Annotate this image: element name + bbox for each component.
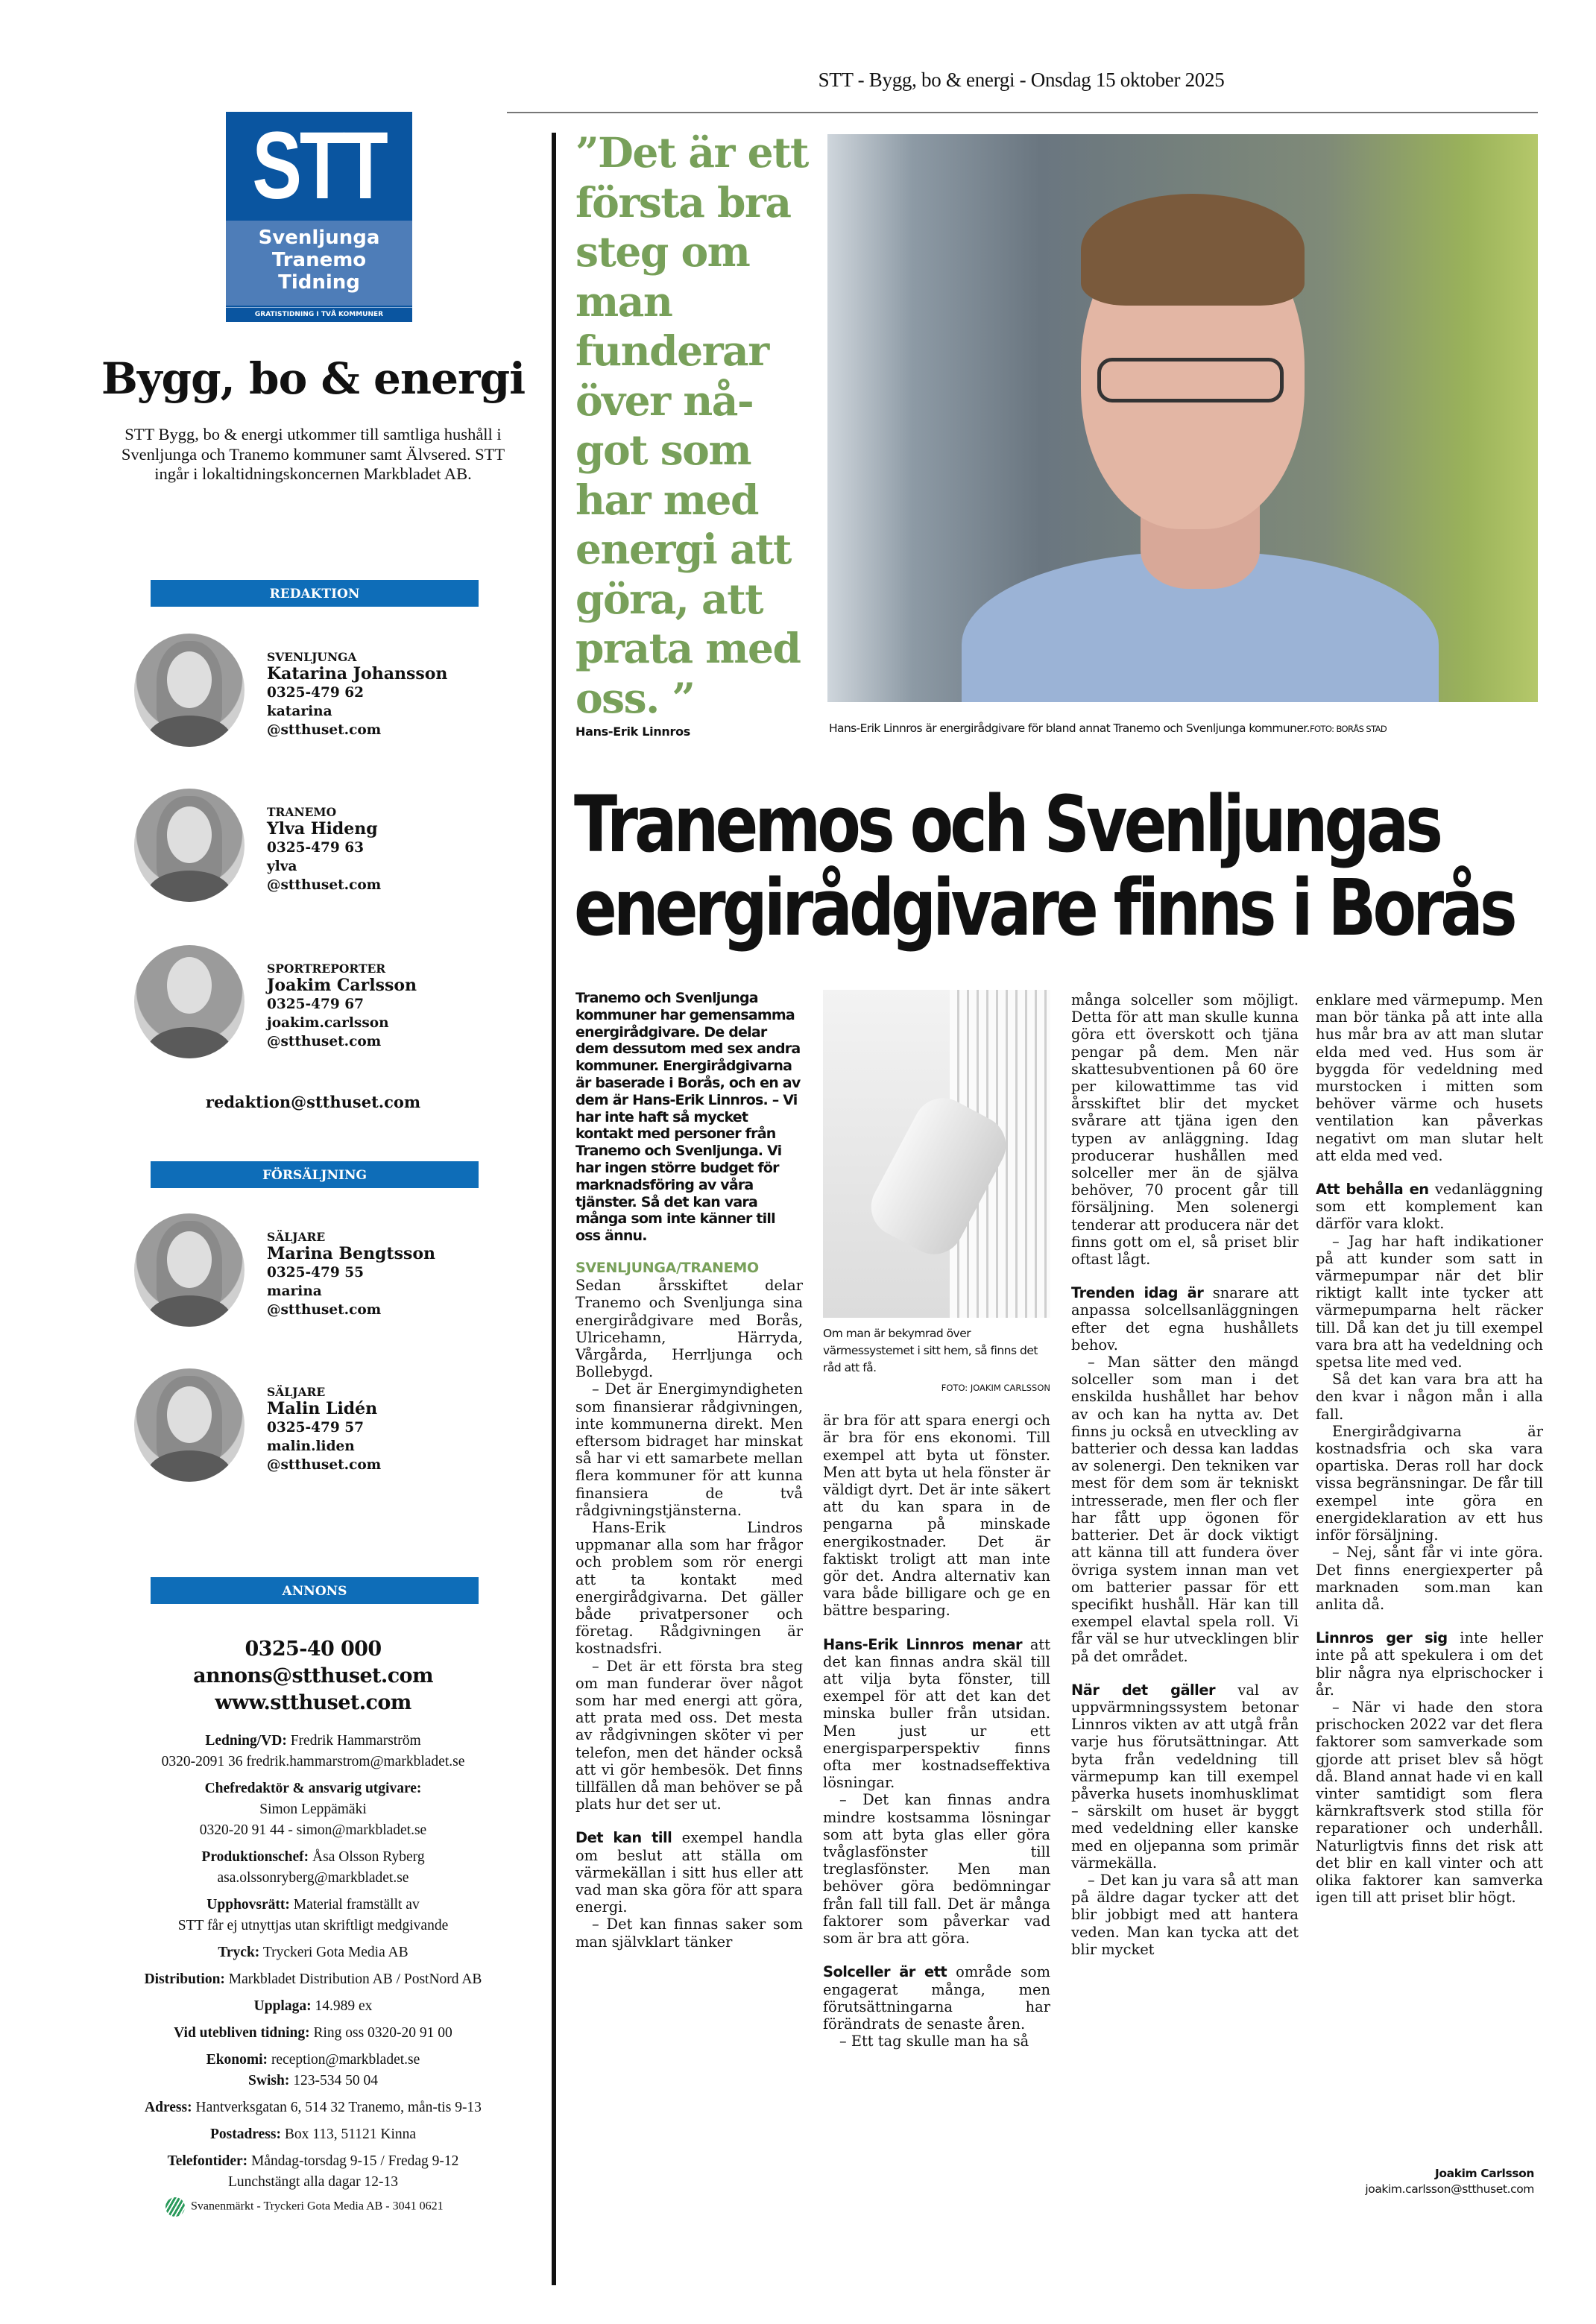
staff-name: Joakim Carlsson xyxy=(267,976,417,995)
paragraph: – Det är Energimyndigheten som finansierar rådgivningen, inte kommunerna direkt. Men eftersom bidraget har minskat så har vi ett samarbete mellan flera kommuner för att kunna finansiera de två rådgivningstjänsterna. xyxy=(575,1380,803,1519)
paragraph xyxy=(823,1636,1050,1792)
subhead-kicker: Hans-Erik Linnros menar xyxy=(823,1635,1023,1653)
paragraph xyxy=(575,1829,803,1916)
staff-phone[interactable]: 0325-479 55 xyxy=(267,1265,364,1281)
quote-attribution: Hans-Erik Linnros xyxy=(575,724,691,739)
imprint-label: Tryck: xyxy=(218,1945,260,1960)
staff-phone[interactable]: 0325-479 67 xyxy=(267,997,364,1012)
staff-role: TRANEMO xyxy=(267,805,337,819)
paragraph xyxy=(1071,1682,1299,1872)
byline-email[interactable]: joakim.carlsson@stthuset.com xyxy=(1365,2182,1534,2196)
staff-role: SPORTREPORTER xyxy=(267,962,386,976)
imprint-value: Ring oss 0320-20 91 00 xyxy=(313,2025,452,2041)
imprint-value: Hantverksgatan 6, 514 32 Tranemo, mån-tis 9-13 xyxy=(195,2100,482,2115)
imprint-label: Postadress: xyxy=(209,2126,281,2142)
imprint-value: Måndag-torsdag 9-15 / Fredag 9-12 xyxy=(251,2153,459,2169)
staff-email-domain[interactable]: @stthuset.com xyxy=(267,1457,382,1473)
header-rule xyxy=(507,112,1538,113)
staff-email-domain[interactable]: @stthuset.com xyxy=(267,722,382,738)
imprint-value: Markbladet Distribution AB / PostNord AB xyxy=(228,1971,482,1987)
imprint-value: 14.989 ex xyxy=(315,1998,373,2014)
article-column-4 xyxy=(1316,991,1543,1906)
hero-photo xyxy=(827,134,1538,702)
imprint-value: Lunchstängt alla dagar 12-13 xyxy=(228,2174,398,2190)
subhead-kicker: När det gäller xyxy=(1071,1681,1216,1699)
staff-name: Katarina Johansson xyxy=(267,664,448,683)
paragraph-text: att det kan finnas andra skäl till att vilja byta fönster, till exempel för att det kan det minska buller från utsidan. Men just ur ett energisparperspektiv finns ofta mer kostnadseffektiva lösningar. xyxy=(823,1635,1050,1792)
subhead-kicker: Trenden idag är xyxy=(1071,1284,1204,1302)
paragraph: – Ett tag skulle man ha så xyxy=(839,2033,1029,2050)
staff-email-domain[interactable]: @stthuset.com xyxy=(267,1034,382,1049)
paragraph-text: inte heller inte på att spekulera i om det blir några nya elprischocker i år. xyxy=(1316,1629,1543,1699)
imprint-label: Upplaga: xyxy=(253,1998,312,2014)
article-column-3 xyxy=(1071,991,1299,1958)
staff-name: Marina Bengtsson xyxy=(267,1244,436,1263)
ecolabel-text: Svanenmärkt - Tryckeri Gota Media AB - 3041 0621 xyxy=(191,2200,444,2213)
paragraph-text: snarare att anpassa solcellsanläggningen efter det egna hushållets behov. xyxy=(1071,1284,1299,1354)
imprint-value: 0320-2091 36 fredrik.hammarstrom@markbladet.se xyxy=(161,1754,465,1769)
annons-band: ANNONS xyxy=(151,1577,479,1604)
logo-name xyxy=(226,221,412,306)
paragraph-text: vedanläggning som ett komplement kan därför vara klokt. xyxy=(1316,1181,1543,1233)
imprint-value: Box 113, 51121 Kinna xyxy=(284,2126,417,2142)
logo-line: Svenljunga xyxy=(258,227,380,249)
paragraph: är bra för att spara energi och är bra för ens ekonomi. Till exempel att byta ut fönster. Men att byta ut hela fönster är väldigt dyrt. Det är inte säkert att du kan spara in de pengarna på minskade energikostnader. Det är faktiskt troligt att man inte gör det. Andra alternativ kan vara både billigare och ge en bättre besparing. xyxy=(823,1412,1050,1620)
radiator-photo xyxy=(823,990,1050,1318)
avatar xyxy=(134,945,245,1058)
staff-email-user[interactable]: malin.liden xyxy=(267,1439,355,1454)
staff-card xyxy=(119,634,507,753)
subhead-kicker: Linnros ger sig xyxy=(1316,1629,1448,1647)
staff-role: SÄLJARE xyxy=(267,1230,326,1244)
paragraph xyxy=(1071,1284,1299,1354)
paragraph-text: val av uppvärmningssystem betonar Linnros vikten av att utgå från varje hus förutsättningar. Att byta från vedeldning till värmepump kan till exempel påverka husets inomhusklimat – särskilt om huset är byggt med vedeldning eller kanske med en oljepanna som primär värmekälla. xyxy=(1071,1681,1299,1872)
hero-caption-text: Hans-Erik Linnros är energirådgivare för bland annat Tranemo och Svenljunga kommuner. xyxy=(829,721,1310,735)
paragraph: enklare med värmepump. Men man bör tänka på att inte alla hus mår bra av att man slutar elda med ved. Hus som är byggda för vedeldning med murstocken i mitten som behöver värme och husets ventilation kan påverkas negativt om man slutar helt att elda med ved. xyxy=(1316,991,1543,1164)
staff-name: Malin Lidén xyxy=(267,1399,378,1418)
imprint-label: Ekonomi: xyxy=(206,2052,268,2068)
subhead-kicker: Att behålla en xyxy=(1316,1181,1429,1199)
staff-role: SVENLJUNGA xyxy=(267,650,357,664)
staff-phone[interactable]: 0325-479 57 xyxy=(267,1420,364,1436)
subhead-kicker: Det kan till xyxy=(575,1829,672,1847)
avatar xyxy=(134,789,245,902)
paragraph: – Det kan finnas andra mindre kostsamma lösningar som att byta glas eller göra tvåglasfönster till treglasfönster. Men man behöver göra bedömningar från fall till fall. Det är många faktorer som påverkar vad som är bra att göra. xyxy=(823,1791,1050,1948)
headline-line: Tranemos och Svenljungas xyxy=(574,779,1440,870)
swan-ecolabel-icon xyxy=(165,2197,185,2217)
imprint-label: Distribution: xyxy=(144,1971,225,1987)
staff-email-domain[interactable]: @stthuset.com xyxy=(267,877,382,893)
staff-phone[interactable]: 0325-479 63 xyxy=(267,840,364,856)
paragraph: – Man sätter den mängd solceller som man i det enskilda hushållet har behov av och kan ha nytta av. Det finns ju också en utveckling av batterier och dessa kan laddas av solenergi. Den tekniken var mest för dem som är tekniskt intresserade, men fler och fler har fått upp ögonen för batterier. Det är dock viktigt att känna till att fundera över övriga system innan man vet om batterier passar för ett specifikt hushåll. Här kan till exempel elavtal spela roll. Vi får väl se hur utvecklingen blir på det området. xyxy=(1071,1354,1299,1665)
hero-credit: FOTO: BORÅS STAD xyxy=(1309,724,1387,734)
article-headline xyxy=(574,779,1514,953)
byline xyxy=(1327,2166,1534,2197)
imprint-value: asa.olssonryberg@markbladet.se xyxy=(217,1870,409,1886)
paragraph: Så det kan vara bra att ha den kvar i någon mån i alla fall. xyxy=(1316,1371,1543,1423)
paragraph: – Det kan ju vara så att man på äldre dagar tycker att det blir jobbigt med att hantera veden. Man kan tycka att det blir mycket xyxy=(1071,1871,1299,1958)
paragraph: Sedan årsskiftet delar Tranemo och Svenljunga sina energirådgivare med Borås, Ulricehamn, Härryda, Vårgårda, Herrljunga och Bollebygd. xyxy=(575,1277,803,1381)
avatar xyxy=(134,1368,245,1482)
subhead-kicker: Solceller är ett xyxy=(823,1963,947,1981)
annons-phone[interactable]: 0325-40 000 xyxy=(245,1638,382,1661)
imprint-label: Upphovsrätt: xyxy=(206,1897,290,1913)
paragraph: – Det är ett första bra steg om man funderar över något som har med energi att göra, att prata med oss. Det mesta av rådgivningen sköter vi per telefon, men det händer också att vi gör hembesök. Det finns tillfällen då man behöver se på plats hur det ser ut. xyxy=(575,1657,803,1813)
imprint-value: Fredrik Hammarström xyxy=(290,1733,421,1749)
paragraph: Energirådgivarna är kostnadsfria och ska vara opartiska. Deras roll har dock vissa begränsningar. De får till exempel inte göra en energideklaration av ett hus inför försäljning. xyxy=(1316,1422,1543,1544)
redaktion-band: REDAKTION xyxy=(151,580,479,607)
imprint-value: 123-534 50 04 xyxy=(293,2073,378,2088)
annons-contact xyxy=(89,1636,537,1717)
imprint-value: reception@markbladet.se xyxy=(271,2052,420,2068)
hero-caption xyxy=(829,721,1387,735)
ecolabel-line xyxy=(165,2197,493,2217)
logo-line: Tidning xyxy=(278,271,360,294)
avatar xyxy=(134,1213,245,1327)
logo-line: Tranemo xyxy=(271,249,367,271)
article-column-1 xyxy=(575,990,803,1951)
glasses-shape xyxy=(1097,358,1284,402)
sidebar-intro: STT Bygg, bo & energi utkommer till samtliga hushåll i Svenljunga och Tranemo kommuner samt Älvsered. STT ingår i lokaltidningskoncernen Markbladet AB. xyxy=(121,425,505,483)
staff-email-user[interactable]: katarina xyxy=(267,704,332,719)
forsaljning-band: FÖRSÄLJNING xyxy=(151,1161,479,1188)
logo-tagline: GRATISTIDNING I TVÅ KOMMUNER xyxy=(226,307,412,321)
quote-bar xyxy=(552,133,556,2285)
imprint-label: Chefredaktör & ansvarig utgivare: xyxy=(204,1781,422,1796)
imprint-value: 0320-20 91 44 - simon@markbladet.se xyxy=(199,1822,427,1838)
paragraph: – Det kan finnas saker som man självklart tänker xyxy=(575,1916,803,1951)
redaktion-email[interactable]: redaktion@stthuset.com xyxy=(205,1093,421,1111)
running-header: STT - Bygg, bo & energi - Onsdag 15 oktober 2025 xyxy=(818,69,1225,91)
paragraph xyxy=(1316,1181,1543,1233)
imprint-label: Produktionschef: xyxy=(201,1849,309,1865)
staff-email-domain[interactable]: @stthuset.com xyxy=(267,1302,382,1318)
stt-logo xyxy=(226,112,412,322)
staff-card xyxy=(119,1213,507,1333)
annons-email[interactable]: annons@stthuset.com xyxy=(193,1664,433,1687)
image-credit: FOTO: JOAKIM CARLSSON xyxy=(941,1383,1050,1393)
imprint xyxy=(89,1731,537,2199)
paragraph xyxy=(1316,1629,1543,1699)
paragraph: – Nej, sånt får vi inte göra. Det finns energiexperter på marknaden som.man kan anlita då. xyxy=(1316,1544,1543,1613)
paragraph: många solceller som möjligt. Detta för att man skulle kunna göra ett överskott och tjäna pengar på dem. Men när skattesubventionen på 60 öre per kilowattimme tas vid årsskiftet blir det mycket svårare att tjäna igen den typen av anläggning. Idag producerar hushållen med solceller mer än de själva behöver, 70 procent går till försäljning. Men solenergi tenderar att producera när det finns gott om el, så priset blir oftast lågt. xyxy=(1071,991,1299,1269)
dateline: SVENLJUNGA/TRANEMO xyxy=(575,1259,759,1276)
imprint-label: Vid utebliven tidning: xyxy=(174,2025,310,2041)
pull-quote: ”Det är ett första bra steg om man funderar över nå- got som har med energi att göra, att prata med oss. ” xyxy=(575,128,808,722)
staff-name: Ylva Hideng xyxy=(267,819,378,839)
logo-abbr: STT xyxy=(252,113,386,219)
image-caption: Om man är bekymrad över värmessystemet i sitt hem, så finns det råd att få. xyxy=(823,1327,1038,1374)
avatar xyxy=(134,634,245,747)
paragraph: Hans-Erik Lindros uppmanar alla som har frågor och problem som rör energi att ta kontakt med energirådgivarna. Det gäller både privatpersoner och företag. Rådgivningen är kostnadsfri. xyxy=(575,1519,803,1658)
paragraph xyxy=(823,1963,1050,2033)
staff-card xyxy=(119,789,507,908)
imprint-label: Telefontider: xyxy=(167,2153,248,2169)
paragraph: – När vi hade den stora prischocken 2022 var det flera faktorer som samverkade som gjorde att priset blev så högt då. Bland annat hade vi en kall vinter samtidigt som flera kärnkraftsverk stod stilla för reparationer och underhåll. Naturligtvis finns det risk att det blir en kall vinter och att olika faktorer kan samverka igen till att priset blir högt. xyxy=(1316,1698,1543,1907)
staff-email-user[interactable]: ylva xyxy=(267,859,297,874)
paragraph: – Jag har haft indikationer på att kunder som satt in värmepumpar när det blir riktigt kallt inte tycker att värmepumparna helt räcker till. Då kan det ju till exempel vara bra att ha vedeldning och spetsa lite med ved. xyxy=(1316,1232,1543,1371)
staff-email-user[interactable]: joakim.carlsson xyxy=(267,1015,389,1031)
imprint-value: Tryckeri Gota Media AB xyxy=(262,1945,409,1960)
imprint-value: Material framställt av xyxy=(293,1897,420,1913)
annons-web[interactable]: www.stthuset.com xyxy=(215,1691,411,1714)
imprint-label: Swish: xyxy=(248,2073,290,2088)
byline-name: Joakim Carlsson xyxy=(1435,2167,1534,2180)
imprint-value: Åsa Olsson Ryberg xyxy=(312,1849,425,1865)
staff-role: SÄLJARE xyxy=(267,1385,326,1399)
staff-phone[interactable]: 0325-479 62 xyxy=(267,685,364,701)
headline-line: energirådgivare finns i Borås xyxy=(574,862,1514,953)
paragraph-text: exempel handla om beslut att ställa om värmekällan i sitt hus eller att vad man ska göra för att spara energi. xyxy=(575,1829,804,1916)
section-title: Bygg, bo & energi xyxy=(101,353,526,404)
article-column-2 xyxy=(823,990,1050,2050)
staff-card xyxy=(119,1368,507,1488)
imprint-value: Simon Leppämäki xyxy=(259,1802,367,1817)
staff-card xyxy=(119,945,507,1064)
imprint-label: Adress: xyxy=(145,2100,192,2115)
article-lead: Tranemo och Svenljunga kommuner har gemensamma energirådgivare. De delar dem dessutom med sex andra kommuner. Energirådgivarna är baserade i Borås, och en av dem är Hans-Erik Linnros. – Vi har inte haft så mycket kontakt med personer från Tranemo och Svenljunga. Vi har ingen större budget för marknadsföring av våra tjänster. Så det kan vara många som inte känner till oss ännu. xyxy=(575,990,801,1245)
staff-email-user[interactable]: marina xyxy=(267,1283,322,1299)
imprint-label: Ledning/VD: xyxy=(205,1733,287,1749)
imprint-value: STT får ej utnyttjas utan skriftligt medgivande xyxy=(177,1918,449,1933)
paragraph-text: område som engagerat många, men förutsättningarna har förändrats de senaste åren. xyxy=(823,1963,1050,2033)
